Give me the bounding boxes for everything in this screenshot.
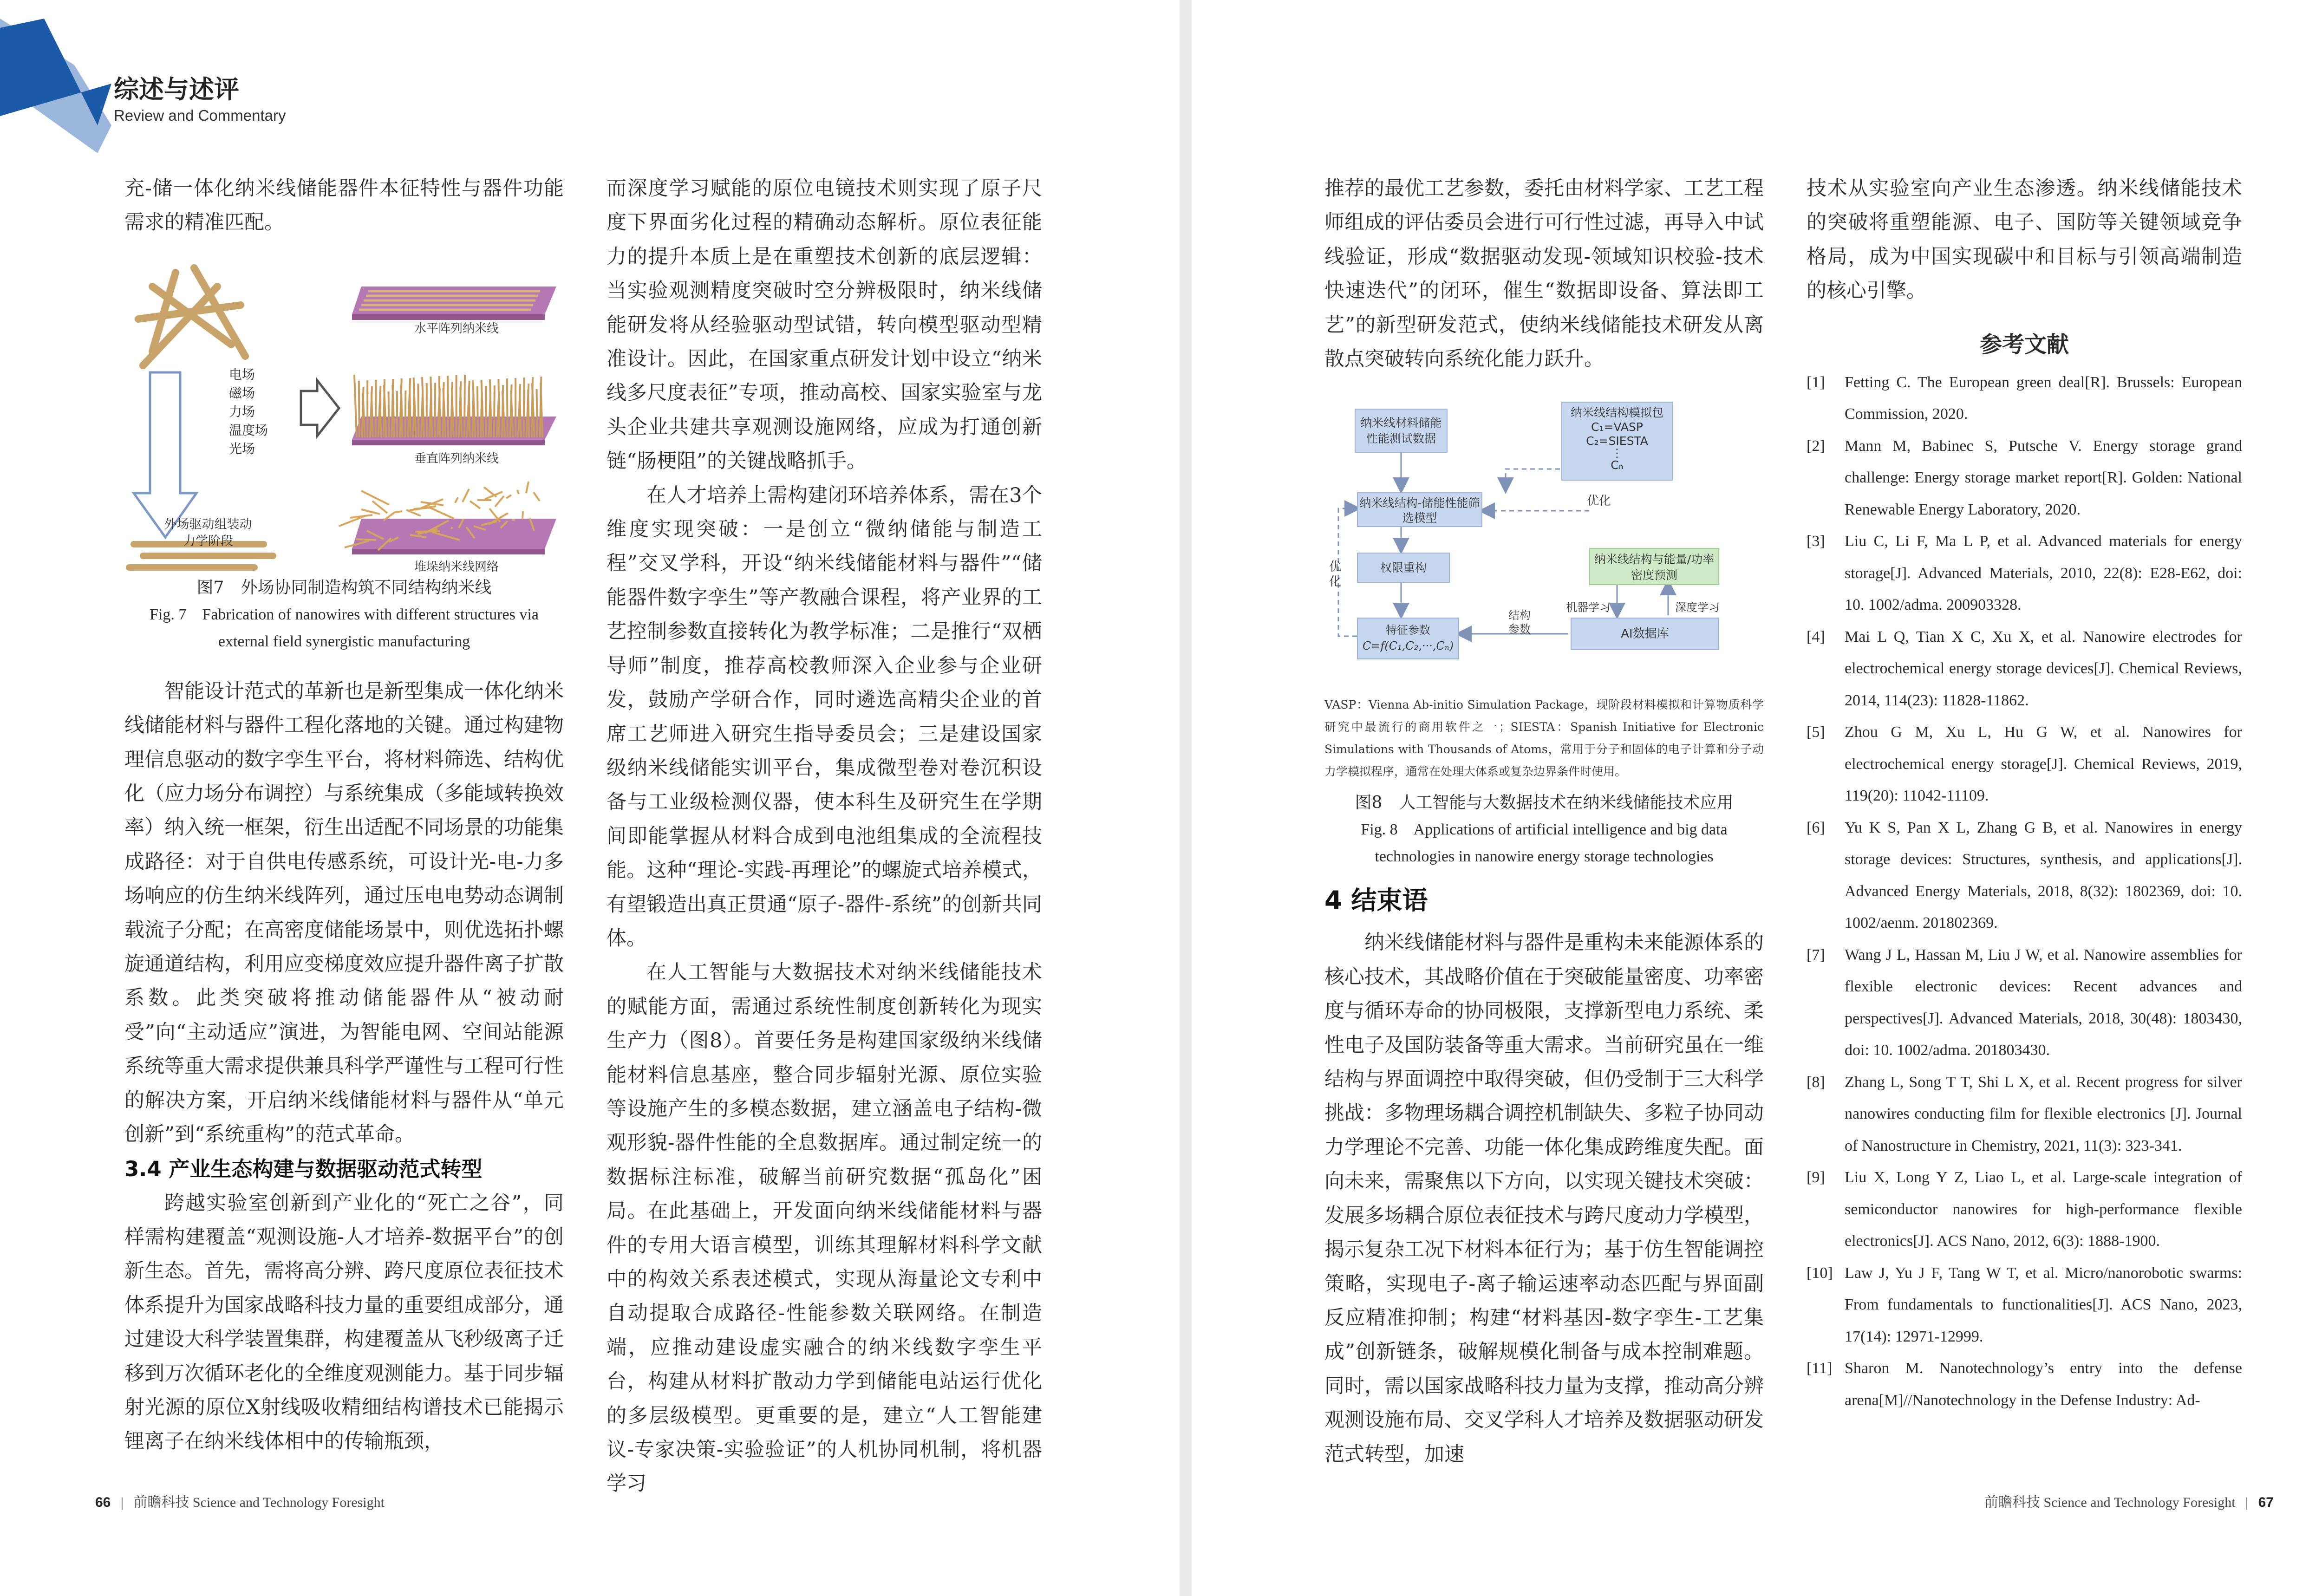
box-simulation-title: 纳米线结构模拟包 [1570, 406, 1663, 420]
feature-formula: C=f(C₁,C₂,···,Cₙ) [1363, 639, 1454, 653]
reference-item [1807, 812, 2242, 939]
journal-name: 前瞻科技 Science and Technology Foresight [133, 1495, 385, 1510]
reference-number: [3] [1807, 533, 1825, 550]
figure-7-caption-en-line1: Fig. 7 Fabrication of nanowires with different structures via [150, 606, 539, 623]
reference-text: Zhou G M, Xu L, Hu G W, et al. Nanowires for electrochemical energy storage[J]. Chemical Reviews, 2019, 119(20): 11042-11109. [1845, 723, 2242, 805]
section-title-en: Review and Commentary [114, 107, 286, 124]
nanowire-vertical [464, 375, 465, 437]
page-number: 67 [2258, 1495, 2274, 1510]
reference-number: [8] [1807, 1073, 1825, 1091]
reference-item [1807, 526, 2242, 621]
field-label: 电场 [229, 366, 255, 382]
figure-8-caption-en-line1: Fig. 8 Applications of artificial intelligence and big data [1361, 821, 1728, 839]
nanowire-network [421, 502, 444, 505]
reference-text: Sharon M. Nanotechnology’s entry into the defense arena[M]//Nanotechnology in the Defense Industry: Ad- [1845, 1360, 2242, 1409]
nanowire-network [356, 539, 376, 540]
box-screening-model: 纳米线结构-储能性能筛选模型 [1357, 492, 1482, 527]
references-title: 参考文献 [1979, 331, 2069, 358]
figure-8 [1324, 399, 1764, 870]
reference-item [1807, 621, 2242, 717]
nanowire-vertical [410, 384, 411, 437]
box-simulation-line1: C₁=VASP [1591, 420, 1643, 434]
figure-7-caption-en-line2: external field synergistic manufacturing [218, 632, 470, 650]
nanowire-vertical [528, 390, 529, 437]
nanowire-network [463, 489, 469, 502]
paragraph: 在人才培养上需构建闭环培养体系，需在3个维度实现突破：一是创立“微纳储能与制造工程”交叉学科，开设“纳米线储能材料与器件”“储能器件数字孪生”等产教融合课程，将产业界的工艺控制参数直接转化为教学标准；二是推行“双栖导师”制度，推荐高校教师深入企业参与企业研发，鼓励产学研合作，同时遴选高精尖企业的首席工艺师进入研究生指导委员会；三是建设国家级纳米线储能实训平台，集成微型卷对卷沉积设备与工业级检测仪器，使本科生及研究生在学期间即能掌握从材料合成到电池组集成的全流程技能。这种“理论-实践-再理论”的螺旋式培养模式，有望锻造出真正贯通“原子-器件-系统”的创新共同体。 [607, 483, 1042, 950]
journal-name: 前瞻科技 Science and Technology Foresight [1984, 1495, 2236, 1510]
figure-8-note: VASP：Vienna Ab-initio Simulation Package，现阶段材料模拟和计算物质科学研究中最流行的商用软件之一；SIESTA：Spanish Initiative for Electronic Simulations with Thousands of Atoms，常用于分子和固体的电子计算和分子动力学模拟程序，通常在处理大体系或复杂边界条件时使用。 [1324, 698, 1764, 779]
nanowire-network [526, 482, 528, 493]
box-ai-database: AI数据库 [1571, 618, 1719, 650]
box-simulation-line2: C₂=SIESTA [1586, 434, 1648, 448]
left-page-column-1 [124, 172, 564, 1459]
reference-number: [11] [1807, 1360, 1833, 1377]
label-optimize-top: 优化 [1587, 494, 1611, 508]
footer-divider: | [2245, 1495, 2249, 1510]
nanowire-network [455, 497, 458, 503]
footer-divider: | [120, 1495, 124, 1510]
paragraph: 技术从实验室向产业生态渗透。纳米线储能技术的突破将重塑能源、电子、国防等关键领域竞争格局，成为中国实现碳中和目标与引领高端制造的核心引擎。 [1807, 177, 2242, 303]
label-deep-learning: 深度学习 [1675, 601, 1720, 614]
reference-text: Zhang L, Song T T, Shi L X, et al. Recent progress for silver nanowires conducting film for flexible electronics [J]. Journal of Nanostructure in Chemistry, 2021, 11(3): 323-341. [1845, 1073, 2242, 1154]
box-simulation-package [1561, 402, 1673, 481]
nanowire-vertical [477, 386, 478, 437]
right-page [1192, 0, 2322, 1596]
field-labels [229, 365, 268, 458]
reference-number: [2] [1807, 437, 1825, 455]
figure-8-caption-zh: 图8 人工智能与大数据技术在纳米线储能技术应用 [1355, 793, 1734, 813]
reference-number: [4] [1807, 628, 1825, 645]
page-number: 66 [95, 1495, 111, 1510]
nanowire-network [361, 509, 380, 514]
paragraph: 在人工智能与大数据技术对纳米线储能技术的赋能方面，需通过系统性制度创新转化为现实生产力（图8）。首要任务是构建国家级纳米线储能材料信息基座，整合同步辐射光源、原位实验等设施产生的多模态数据，建立涵盖电子结构-微观形貌-器件性能的全息数据库。通过制定统一的数据标注标准，破解当前研究数据“孤岛化”困局。在此基础上，开发面向纳米线储能材料与器件的专用大语言模型，训练其理解材料科学文献中的构效关系表述模式，实现从海量论文专利中自动提取合成路径-性能参数关联网络。在制造端，应推动建设虚实融合的纳米线数字孪生平台，构建从材料扩散动力学到储能电站运行优化的多层级模型。更重要的是，建立“人工智能建议-专家决策-实验验证”的人机协同机制，将机器学习 [607, 961, 1042, 1496]
reference-text: Wang J L, Hassan M, Liu J W, et al. Nanowire assemblies for flexible electronic devices: Recent advances and perspectives[J]. Advanced Materials, 2018, 30(48): 1803430, doi: 10. 1002/adma. 201803430. [1845, 946, 2242, 1059]
reference-text: Liu C, Li F, Ma L P, et al. Advanced materials for energy storage[J]. Advanced Materials, 2010, 22(8): E28-E62, doi: 10. 1002/adma. 200903328. [1845, 533, 2242, 614]
figure-8-diagram [1329, 399, 1747, 687]
nanowire-network [451, 527, 452, 529]
reference-item [1807, 1162, 2242, 1257]
reference-number: [9] [1807, 1169, 1825, 1186]
nanowire-network [395, 511, 402, 512]
panel-label-network: 堆垛纳米线网络 [414, 560, 499, 574]
field-label: 力场 [229, 404, 255, 419]
field-label: 温度场 [229, 422, 268, 438]
nanowire-network [470, 501, 480, 508]
label-machine-learning: 机器学习 [1566, 601, 1611, 614]
right-page-column-1 [1324, 172, 1764, 1472]
nanowire-network [495, 496, 504, 507]
reference-number: [1] [1807, 373, 1825, 391]
nanowire-network [534, 492, 540, 501]
paragraph: 而深度学习赋能的原位电镜技术则实现了原子尺度下界面劣化过程的精确动态解析。原位表征能力的提升本质上是在重塑技术创新的底层逻辑：当实验观测精度突破时空分辨极限时，纳米线储能研发将从经验驱动型试错，转向模型驱动型精准设计。因此，在国家重点研发计划中设立“纳米线多尺度表征”专项，推动高校、国家实验室与龙头企业共建共享观测设施网络，应成为打通创新链“肠梗阻”的关键战略抓手。 [607, 177, 1042, 473]
box-weight-reconstruction: 权限重构 [1357, 553, 1450, 583]
nanowire-network [522, 511, 523, 519]
figure-7-stage-label: 外场驱动组装动力学阶段 [164, 517, 252, 548]
field-label: 磁场 [229, 385, 255, 401]
nanowire-network [406, 510, 421, 516]
box-simulation-dots: ⋮ [1611, 446, 1623, 460]
nanowire-network [506, 495, 511, 498]
section-heading-3-4: 3.4 产业生态构建与数据驱动范式转型 [124, 1156, 483, 1181]
reference-item [1807, 1353, 2242, 1416]
paragraph: 纳米线储能材料与器件是重构未来能源体系的核心技术，其战略价值在于突破能量密度、功率密度与循环寿命的协同极限，支撑新型电力系统、柔性电子及国防装备等重大需求。当前研究虽在一维结构与界面调控中取得突破，但仍受制于三大科学挑战：多物理场耦合调控机制缺失、多粒子协同动力学理论不完善、功能一体化集成跨维度失配。面向未来，需聚焦以下方向，以实现关键技术突破：发展多场耦合原位表征技术与跨尺度动力学模型，揭示复杂工况下材料本征行为；基于仿生智能调控策略，实现电子-离子输运速率动态匹配与界面副反应精准抑制；构建“材料基因-数字孪生-工艺集成”创新链条，破解规模化制备与成本控制难题。同时，需以国家战略科技力量为支撑，推动高分辨观测设施布局、交叉学科人才培养及数据驱动研发范式转型，加速 [1324, 931, 1764, 1466]
box-test-data: 纳米线材料储能性能测试数据 [1355, 409, 1448, 453]
field-label: 光场 [229, 441, 255, 456]
section-heading-4: 4 结束语 [1324, 886, 1428, 916]
reference-list [1807, 367, 2242, 1417]
nanowire-vertical [439, 376, 440, 437]
reference-text: Mai L Q, Tian X C, Xu X, et al. Nanowire electrodes for electrochemical energy storage devices[J]. Chemical Reviews, 2014, 114(23): 11828-11862. [1845, 628, 2242, 709]
reference-item [1807, 1257, 2242, 1353]
nanowire-network [517, 490, 519, 494]
nanowire-network [429, 507, 454, 519]
nanowire-network [415, 531, 440, 532]
box-feature-parameters [1357, 618, 1459, 659]
reference-text: Yu K S, Pan X L, Zhang G B, et al. Nanowires in energy storage devices: Structures, synthesis, and applications[J]. Advanced Energy Materials, 2018, 8(32): 1802369, doi: 10. 1002/aenm. 201802369. [1845, 819, 2242, 932]
nanowire-vertical [354, 375, 357, 437]
section-title-zh: 综述与述评 [114, 75, 239, 104]
nanowire-vertical [380, 392, 381, 437]
nanowire-vertical [494, 385, 495, 437]
reference-text: Liu X, Long Y Z, Liao L, et al. Large-scale integration of semiconductor nanowires for high-performance flexible electronics[J]. ACS Nano, 2012, 6(3): 1888-1900. [1845, 1169, 2242, 1250]
panel-label-horizontal: 水平阵列纳米线 [414, 321, 499, 336]
box-performance-prediction: 纳米线结构与能量/功率密度预测 [1589, 548, 1719, 585]
paragraph: 推荐的最优工艺参数，委托由材料学家、工艺工程师组成的评估委员会进行可行性过滤，再导入中试线验证，形成“数据驱动发现-领域知识校验-技术快速迭代”的闭环，催生“数据即设备、算法即工艺”的新型研发范式，使纳米线储能技术研发从离散点突破转向系统化能力跃升。 [1324, 177, 1764, 371]
reference-item [1807, 939, 2242, 1067]
footer-left [95, 1491, 385, 1511]
figure-7-caption-zh: 图7 外场协同制造构筑不同结构纳米线 [196, 578, 492, 597]
box-simulation-line3: Cₙ [1611, 458, 1624, 472]
reference-item [1807, 430, 2242, 526]
reference-text: Law J, Yu J F, Tang W T, et al. Micro/nanorobotic swarms: From fundamentals to functionalities[J]. ACS Nano, 2023, 17(14): 12971-12999. [1845, 1264, 2242, 1345]
nanowire-vertical [469, 387, 470, 437]
reference-item [1807, 367, 2242, 430]
nanowire-vertical [498, 379, 499, 437]
figure-8-caption-en-line2: technologies in nanowire energy storage technologies [1375, 848, 1714, 866]
paragraph: 充-储一体化纳米线储能器件本征特性与器件功能需求的精准匹配。 [124, 177, 564, 235]
feature-title: 特征参数 [1386, 624, 1430, 637]
paragraph: 智能设计范式的革新也是新型集成一体化纳米线储能材料与器件工程化落地的关键。通过构建物理信息驱动的数字孪生平台，将材料筛选、结构优化（应力场分布调控）与系统集成（多能域转换效率）纳入统一框架，衍生出适配不同场景的功能集成路径：对于自供电传感系统，可设计光-电-力多场响应的仿生纳米线阵列，通过压电电势动态调制载流子分配；在高密度储能场景中，则优选拓扑螺旋通道结构，利用应变梯度效应提升器件离子扩散系数。此类突破将推动储能器件从“被动耐受”向“主动适应”演进，为智能电网、空间站能源系统等重大需求提供兼具科学严谨性与工程可行性的解决方案，开启纳米线储能材料与器件从“单元创新”到“系统重构”的范式革命。 [124, 679, 564, 1147]
nanowire-network [485, 492, 502, 499]
reference-text: Mann M, Babinec S, Putsche V. Energy storage grand challenge: Energy storage market report[R]. Golden: National Renewable Energy Laboratory, 2020. [1845, 437, 2242, 518]
reference-text: Fetting C. The European green deal[R]. Brussels: European Commission, 2020. [1845, 373, 2242, 423]
reference-number: [10] [1807, 1264, 1833, 1282]
footer-right [1984, 1491, 2274, 1511]
reference-number: [6] [1807, 819, 1825, 836]
nanowire-vertical [507, 378, 508, 437]
label-optimize-left: 优化 [1329, 560, 1342, 589]
left-page-column-2 [607, 172, 1042, 1501]
reference-number: [7] [1807, 946, 1825, 964]
reference-item [1807, 1067, 2242, 1162]
figure-7 [124, 259, 564, 574]
right-page-column-2 [1807, 172, 2242, 1416]
reference-number: [5] [1807, 723, 1825, 741]
reference-item [1807, 717, 2242, 812]
label-structure-params: 结构参数 [1508, 609, 1531, 636]
paragraph: 跨越实验室创新到产业化的“死亡之谷”，同样需构建覆盖“观测设施-人才培养-数据平台”的创新生态。首先，需将高分辨、跨尺度原位表征技术体系提升为国家战略科技力量的重要组成部分，通过建设大科学装置集群，构建覆盖从飞秒级离子迁移到万次循环老化的全维度观测能力。基于同步辐射光源的原位X射线吸收精细结构谱技术已能揭示锂离子在纳米线体相中的传输瓶颈， [124, 1191, 564, 1453]
panel-label-vertical: 垂直阵列纳米线 [414, 451, 499, 466]
